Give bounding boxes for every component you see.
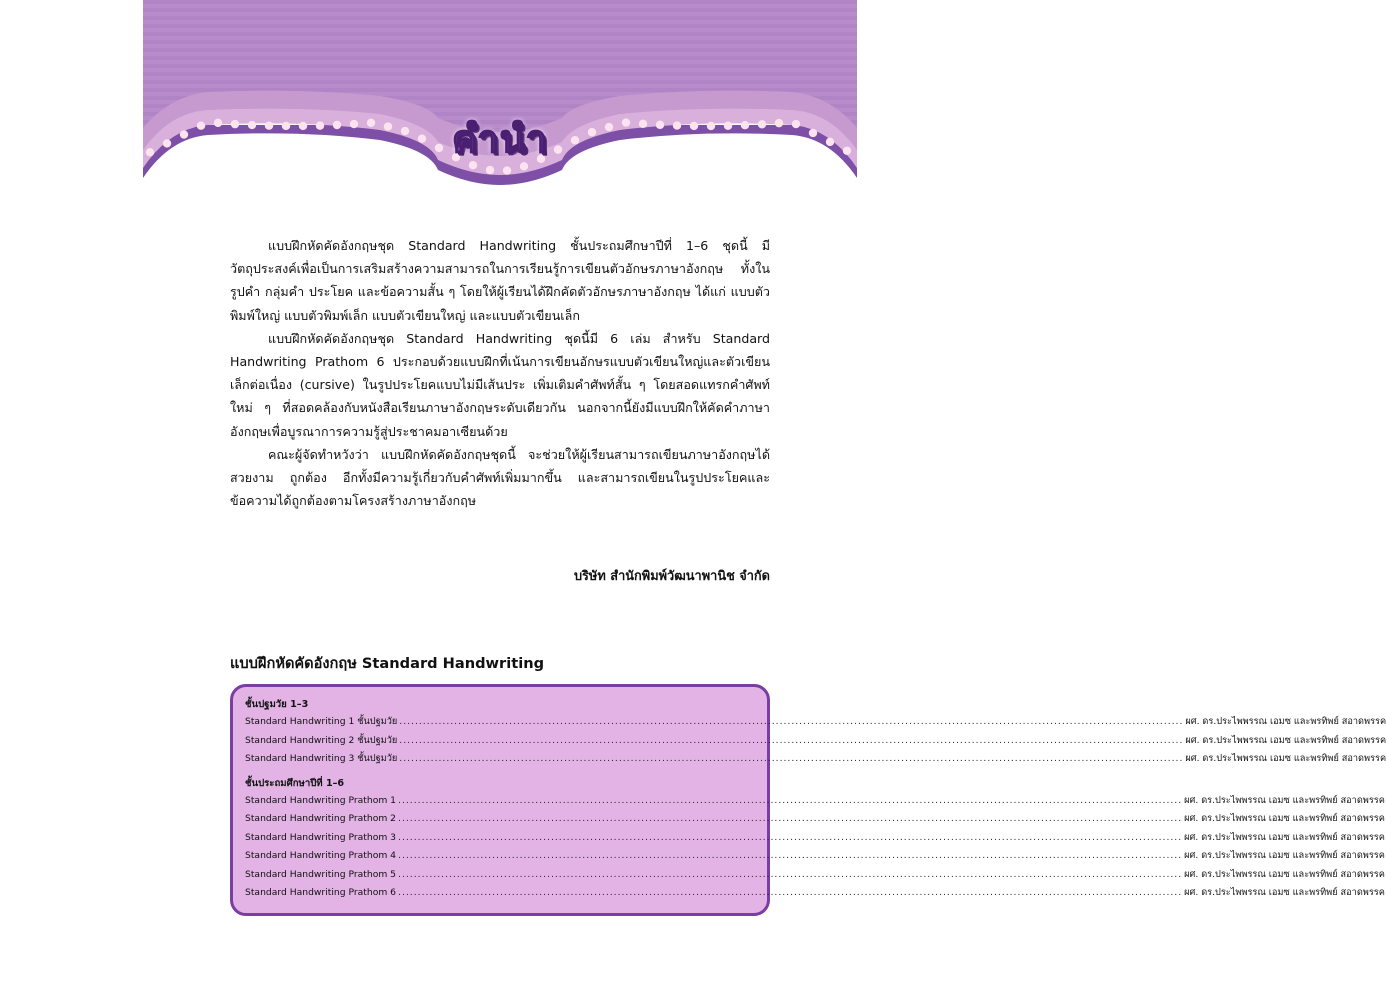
dot-leader: ........................................................................................................................................................................................................ — [399, 753, 1184, 764]
dot-leader: ........................................................................................................................................................................................................ — [398, 831, 1183, 843]
dot-leader: ........................................................................................................................................................................................................ — [398, 794, 1183, 806]
book-authors: ผศ. ดร.ประไพพรรณ เอมซ และพรทิพย์ สอาดพรรค — [1185, 734, 1386, 746]
book-authors: ผศ. ดร.ประไพพรรณ เอมซ และพรทิพย์ สอาดพรรค — [1184, 868, 1385, 880]
scalloped-header-banner — [0, 0, 1000, 200]
page-title: คำนำ — [451, 117, 549, 161]
book-authors: ผศ. ดร.ประไพพรรณ เอมซ และพรทิพย์ สอาดพรรค — [1184, 813, 1385, 824]
book-authors: ผศ. ดร.ประไพพรรณ เอมซ และพรทิพย์ สอาดพรรค — [1184, 887, 1385, 898]
book-name: Standard Handwriting Prathom 1 — [245, 794, 397, 806]
book-row — [245, 829, 1385, 848]
book-name: Standard Handwriting Prathom 6 — [245, 887, 397, 898]
series-heading: แบบฝึกหัดคัดอังกฤษ Standard Handwriting — [230, 655, 545, 672]
book-authors: ผศ. ดร.ประไพพรรณ เอมซ และพรทิพย์ สอาดพรรค — [1184, 850, 1385, 861]
dot-leader: ........................................................................................................................................................................................................ — [398, 850, 1183, 861]
book-row — [245, 884, 1385, 903]
group-title-preschool: ชั้นปฐมวัย 1–3 — [245, 699, 309, 710]
book-authors: ผศ. ดร.ประไพพรรณ เอมซ และพรทิพย์ สอาดพรรค — [1184, 794, 1385, 806]
dot-leader: ........................................................................................................................................................................................................ — [398, 813, 1183, 824]
book-row — [245, 750, 1386, 769]
intro-paragraph-3: คณะผู้จัดทำหวังว่า แบบฝึกหัดคัดอังกฤษชุดนี้ จะช่วยให้ผู้เรียนสามารถเขียนภาษาอังกฤษได้สวยงาม ถูกต้อง อีกทั้งมีความรู้เกี่ยวกับคำศัพท์เพิ่มมากขึ้น และสามารถเขียนในรูปประโยคและข้อความได้ถูกต้องตามโครงสร้างภาษาอังกฤษ — [230, 446, 770, 509]
book-name: Standard Handwriting 2 ชั้นปฐมวัย — [245, 734, 398, 746]
dot-leader: ........................................................................................................................................................................................................ — [398, 887, 1183, 898]
book-row — [245, 713, 1386, 732]
book-authors: ผศ. ดร.ประไพพรรณ เอมซ และพรทิพย์ สอาดพรรค — [1185, 753, 1386, 764]
group-title-primary: ชั้นประถมศึกษาปีที่ 1–6 — [245, 777, 345, 789]
book-row — [245, 866, 1385, 885]
book-name: Standard Handwriting 1 ชั้นปฐมวัย — [245, 716, 398, 727]
book-row — [245, 792, 1385, 811]
book-name: Standard Handwriting Prathom 2 — [245, 813, 397, 824]
dot-leader: ........................................................................................................................................................................................................ — [398, 868, 1183, 880]
introduction-text — [230, 234, 770, 512]
book-name: Standard Handwriting Prathom 3 — [245, 831, 397, 843]
book-row — [245, 810, 1385, 829]
dot-leader: ........................................................................................................................................................................................................ — [399, 734, 1184, 746]
book-authors: ผศ. ดร.ประไพพรรณ เอมซ และพรทิพย์ สอาดพรรค — [1184, 831, 1385, 843]
book-name: Standard Handwriting Prathom 4 — [245, 850, 397, 861]
dot-leader: ........................................................................................................................................................................................................ — [399, 716, 1184, 727]
series-book-list — [230, 684, 1386, 916]
book-name: Standard Handwriting Prathom 5 — [245, 868, 397, 880]
book-row — [245, 732, 1386, 751]
publisher-signature: บริษัท สำนักพิมพ์วัฒนาพานิช จำกัด — [573, 569, 770, 584]
intro-paragraph-2: แบบฝึกหัดคัดอังกฤษชุด Standard Handwriting ชุดนี้มี 6 เล่ม สำหรับ Standard Handwriting Prathom 6 ประกอบด้วยแบบฝึกที่เน้นการเขียนอักษรแบบตัวเขียนใหญ่และตัวเขียนเล็กต่อเนื่อง (cursive) ในรูปประโยคแบบไม่มีเส้นประ เพิ่มเติมคำศัพท์สั้น ๆ โดยสอดแทรกคำศัพท์ใหม่ ๆ ที่สอดคล้องกับหนังสือเรียนภาษาอังกฤษระดับเดียวกัน นอกจากนี้ยังมีแบบฝึกให้คัดคำภาษาอังกฤษเพื่อบูรณาการความรู้สู่ประชาคมอาเซียนด้วย — [230, 330, 770, 439]
book-row — [245, 847, 1385, 866]
book-authors: ผศ. ดร.ประไพพรรณ เอมซ และพรทิพย์ สอาดพรรค — [1185, 716, 1386, 727]
intro-paragraph-1: แบบฝึกหัดคัดอังกฤษชุด Standard Handwriting ชั้นประถมศึกษาปีที่ 1–6 ชุดนี้ มีวัตถุประสงค์เพื่อเป็นการเสริมสร้างความสามารถในการเรียนรู้การเขียนตัวอักษรภาษาอังกฤษ ทั้งในรูปคำ กลุ่มคำ ประโยค และข้อความสั้น ๆ โดยให้ผู้เรียนได้ฝึกคัดตัวอักษรภาษาอังกฤษ ได้แก่ แบบตัวพิมพ์ใหญ่ แบบตัวพิมพ์เล็ก แบบตัวเขียนใหญ่ และแบบตัวเขียนเล็ก — [230, 238, 770, 323]
book-name: Standard Handwriting 3 ชั้นปฐมวัย — [245, 753, 398, 764]
